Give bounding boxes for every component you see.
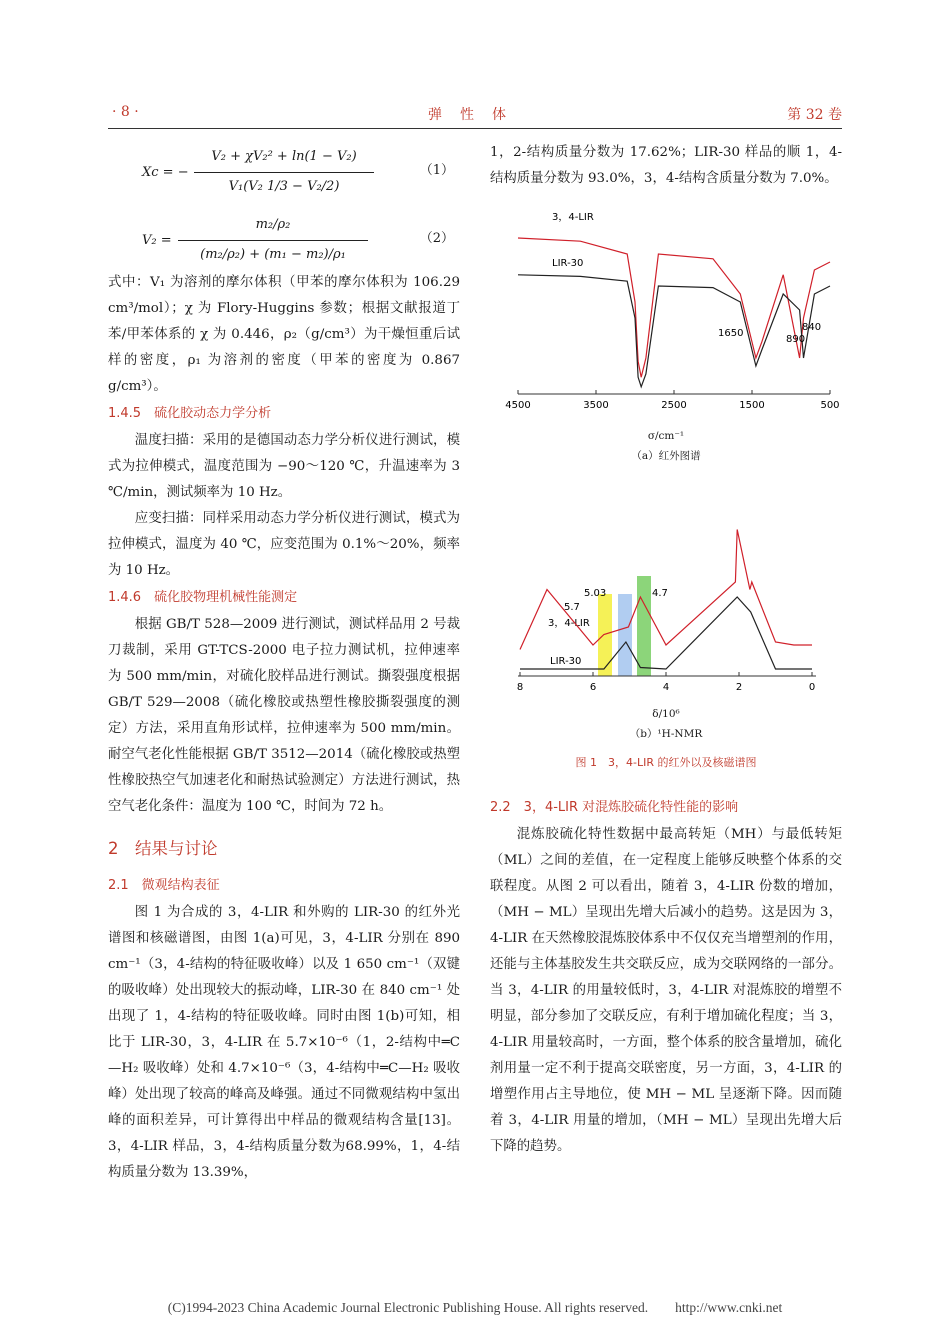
- nmr-series-label-3-4-lir: 3，4-LIR: [548, 618, 590, 629]
- eq2-label: （2）: [419, 231, 454, 246]
- heading-2-2: 2.2 3，4-LIR 对混炼胶硫化特性能的影响: [490, 800, 739, 815]
- ir-ticks-tick-label-1: 3500: [583, 400, 609, 411]
- ir-peak-label-1650: 1650: [718, 328, 744, 339]
- nmr-ticks-tick-label-0: 8: [516, 682, 524, 693]
- nmr-peak-label-5-03: 5.03: [584, 588, 607, 599]
- copyright-footer: (C)1994-2023 China Academic Journal Electronic Publishing House. All rights reserved. http://www.cnki.net: [167, 1300, 783, 1315]
- ir-xlabel: σ/cm⁻¹: [647, 430, 685, 442]
- ir-series-label-3-4-lir: 3，4-LIR: [552, 212, 594, 223]
- header-rule: [108, 128, 842, 129]
- figure-1-title: 图 1 3，4-LIR 的红外以及核磁谱图: [575, 756, 757, 769]
- ir-chart: [490, 200, 842, 422]
- eq1-denominator: V₁(V₂ 1/3 − V₂/2): [228, 179, 340, 194]
- nmr-chart: [490, 478, 842, 700]
- nmr-peak-label-5-7: 5.7: [564, 602, 580, 613]
- ir-series-line-1: [518, 275, 830, 387]
- heading-2-1: 2.1 微观结构表征: [108, 878, 220, 893]
- figure-1b: [490, 478, 842, 742]
- figure-1a: [490, 200, 842, 464]
- nmr-peak-label-4-7: 4.7: [652, 588, 668, 599]
- eq1-lhs: Xc = −: [142, 165, 189, 180]
- header-volume: 第 32 卷: [787, 107, 842, 123]
- nmr-xlabel: δ/10⁶: [652, 708, 680, 720]
- ir-series-label-lir-30: LIR-30: [552, 258, 584, 269]
- equation-1: [108, 140, 460, 202]
- paragraph-cure-characteristics: 混炼胶硫化特性数据中最高转矩（MH）与最低转矩（ML）之间的差值，在一定程度上能够反映整个体系的交联程度。从图 2 可以看出，随着 3，4-LIR 份数的增加，（MH − ML）呈现出先增大后减小的趋势。这是因为 3，4-LIR 在天然橡胶混炼胶体系中不仅仅充当增塑剂的作用，还能与主体基胶发生共交联反应，成为交联网络的一部分。当 3，4-LIR 的用量较低时，3，4-LIR 对混炼胶的增塑不明显，部分参加了交联反应，有利于增加硫化程度；当 3，4-LIR 用量较高时，一方面，整个体系的胶含量增加，硫化剂用量一定不利于提高交联密度，另一方面，3，4-LIR 的增塑作用占主导地位，使 MH − ML 呈逐渐下降。因而随着 3，4-LIR 用量的增加，（MH − ML）呈现出先增大后下降的趋势。: [490, 827, 842, 1154]
- ir-peak-label-890: 890: [786, 334, 806, 345]
- paragraph-strain-sweep: 应变扫描：同样采用动态力学分析仪进行测试，模式为拉伸模式，温度为 40 ℃，应变范围为 0.1%～20%，频率为 10 Hz。: [108, 511, 460, 578]
- header-page-number: · 8 ·: [112, 104, 139, 120]
- paragraph-temperature-sweep: 温度扫描：采用的是德国动态力学分析仪进行测试，模式为拉伸模式，温度范围为 −90～120 ℃，升温速率为 3 ℃/min，测试频率为 10 Hz。: [108, 433, 460, 500]
- eq2-fraction-bar: [178, 240, 368, 241]
- paragraph-mechanical-tests: 根据 GB/T 528—2009 进行测试，测试样品用 2 号裁刀裁制，采用 GT-TCS-2000 电子拉力测试机，拉伸速率为 500 mm/min，对硫化胶样品进行测试。撕裂强度根据 GB/T 529—2008（硫化橡胶或热塑性橡胶撕裂强度的测定）方法，采用直角形试样，拉伸速率为 500 mm/min。耐空气老化性能根据 GB/T 3512—2014（硫化橡胶或热塑性橡胶热空气加速老化和耐热试验测定）方法进行测试，热空气老化条件：温度为 100 ℃，时间为 72 h。: [108, 617, 460, 814]
- heading-section-2: 2 结果与讨论: [108, 839, 218, 858]
- paragraph-microstructure: 图 1 为合成的 3，4-LIR 和外购的 LIR-30 的红外光谱图和核磁谱图，由图 1(a)可见，3，4-LIR 分别在 890 cm⁻¹（3，4-结构的特征吸收峰）以及 1 650 cm⁻¹（双键的吸收峰）处出现较大的振动峰，LIR-30 在 840 cm⁻¹ 处出现了 1，4-结构的特征吸收峰。同时由图 1(b)可知，相比于 LIR-30，3，4-LIR 在 5.7×10⁻⁶（1，2-结构中═C—H₂ 吸收峰）处和 4.7×10⁻⁶（3，4-结构中═C—H₂ 吸收峰）处出现了较高的峰高及峰强。通过不同微观结构中氢出峰的面积差异，可计算得出中样品的微观结构含量[13]。3，4-LIR 样品，3，4-结构质量分数为68.99%，1，4-结构质量分数为 13.39%，: [108, 905, 460, 1180]
- nmr-caption: （b）¹H-NMR: [629, 728, 703, 740]
- nmr-highlight-5-03: [618, 594, 632, 676]
- right-column: [490, 140, 842, 1160]
- nmr-ticks-tick-label-2: 4: [662, 682, 670, 693]
- header-journal-title: 弹 性 体: [428, 107, 508, 123]
- heading-1-4-6: 1.4.6 硫化胶物理机械性能测定: [108, 590, 298, 605]
- nmr-highlight-5-7: [598, 594, 612, 676]
- eq2-denominator: (m₂/ρ₂) + (m₁ − m₂)/ρ₁: [200, 247, 346, 262]
- paragraph-continued: 1，2-结构质量分数为 17.62%；LIR-30 样品的顺 1，4-结构质量分数为 93.0%，3，4-结构含质量分数为 7.0%。: [490, 145, 842, 186]
- ir-ticks-tick-label-4: 500: [820, 400, 840, 411]
- nmr-series-label-lir-30: LIR-30: [550, 656, 582, 667]
- heading-1-4-5: 1.4.5 硫化胶动态力学分析: [108, 406, 272, 421]
- paragraph-definitions: 式中：V₁ 为溶剂的摩尔体积（甲苯的摩尔体积为 106.29 cm³/mol）；χ 为 Flory-Huggins 参数；根据文献报道丁苯/甲苯体系的 χ 为 0.446，ρ₂（g/cm³）为干燥恒重后试样的密度，ρ₁ 为溶剂的密度（甲苯的密度为 0.867 g/cm³）。: [108, 275, 460, 394]
- nmr-highlight-4-7: [637, 576, 651, 676]
- nmr-ticks-tick-label-3: 2: [735, 682, 743, 693]
- equation-2: [108, 208, 460, 270]
- left-column: [108, 140, 460, 1186]
- eq2-lhs: V₂ =: [142, 233, 172, 248]
- eq1-fraction-bar: [194, 172, 374, 173]
- eq1-numerator: V₂ + χV₂² + ln(1 − V₂): [211, 149, 357, 164]
- ir-ticks-tick-label-0: 4500: [505, 400, 531, 411]
- ir-ticks-tick-label-2: 2500: [661, 400, 687, 411]
- ir-peak-label-840: 840: [802, 322, 822, 333]
- nmr-ticks-tick-label-1: 6: [589, 682, 597, 693]
- ir-caption: （a）红外图谱: [631, 450, 701, 462]
- eq2-numerator: m₂/ρ₂: [255, 217, 291, 232]
- ir-ticks-tick-label-3: 1500: [739, 400, 765, 411]
- nmr-ticks-tick-label-4: 0: [808, 682, 816, 693]
- eq1-label: （1）: [419, 163, 454, 178]
